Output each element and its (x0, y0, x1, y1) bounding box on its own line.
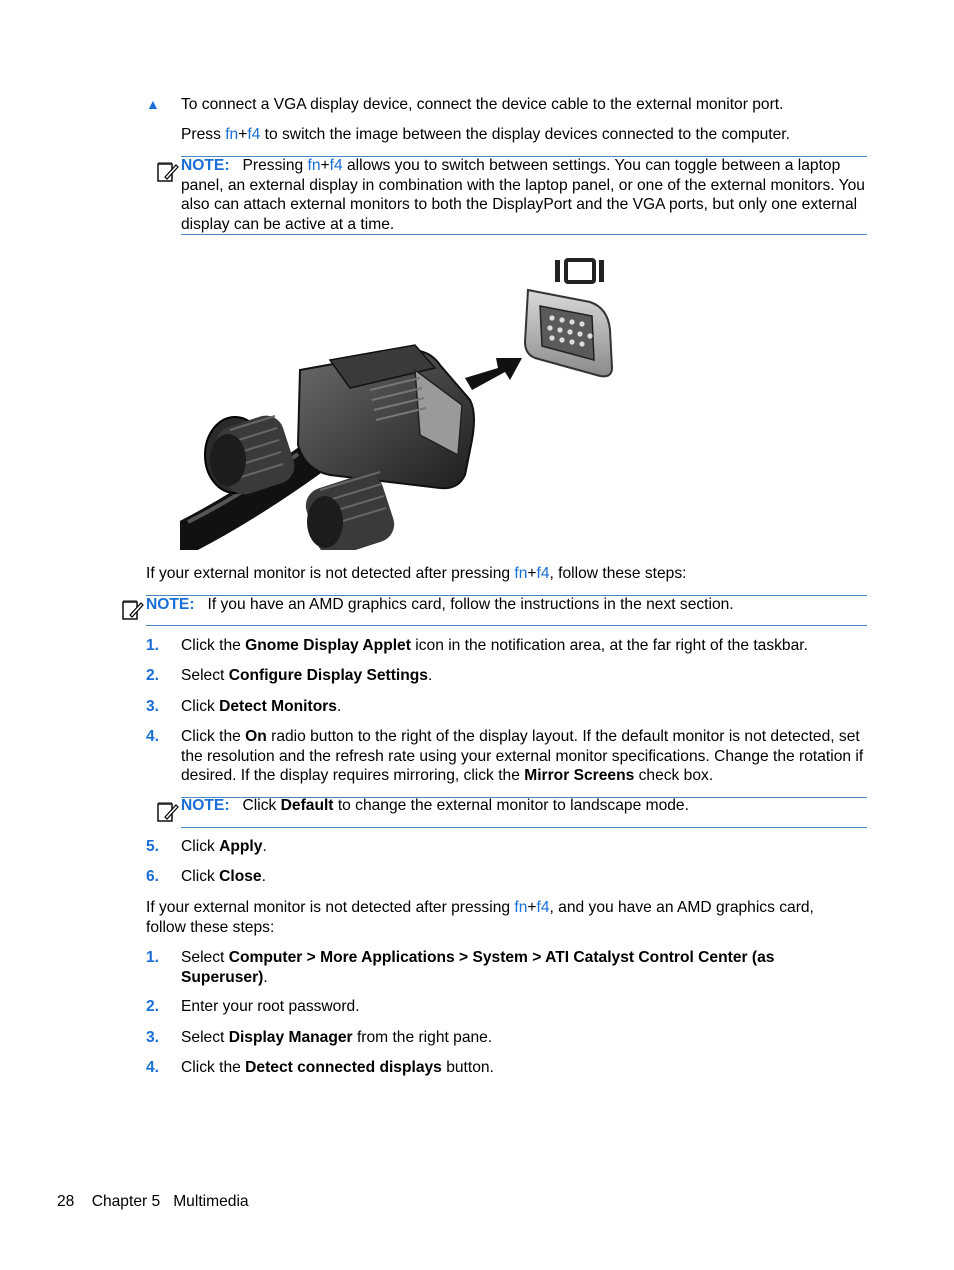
step-text (181, 697, 341, 717)
intro2-post: , and you have an AMD graphics card, follow these steps: (146, 899, 814, 936)
step-text-c: . (261, 868, 266, 885)
note-pad-icon (156, 800, 180, 824)
step-number: 4. (146, 1059, 160, 1076)
footer-chapter: Chapter 5 (91, 1193, 161, 1210)
step-text-c: radio button to the right of the display layout. If the default monitor is not detected, set the resolution and the refresh rate using your external monitor specifications. Change the rotation if desired. If the display requires mirroring, click the (181, 728, 864, 784)
note3-text (181, 796, 689, 816)
step-text-bold: Close (219, 868, 262, 885)
step-text-a: Select (181, 949, 229, 966)
step-text-bold: Apply (219, 838, 263, 855)
step-text-c: . (427, 667, 433, 684)
intro2-key-fn: fn (514, 899, 528, 916)
step-text-a: Select (181, 1029, 229, 1046)
note3-label: NOTE: (181, 797, 230, 814)
bullet-triangle-icon: ▲ (146, 96, 160, 112)
step-text-a: Click the (181, 728, 246, 745)
step-number: 3. (146, 1029, 160, 1046)
press-instruction (181, 125, 790, 145)
vga-illustration (180, 250, 620, 550)
step-text (181, 1058, 494, 1078)
step-text-a: Click the (181, 1059, 246, 1076)
note1-label: NOTE: (181, 157, 230, 174)
bullet-text: To connect a VGA display device, connect the device cable to the external monitor port. (181, 96, 784, 113)
plus-sign: + (238, 126, 248, 143)
step-text-a: Select (181, 667, 229, 684)
intro1-text (146, 564, 686, 584)
press-suffix: to switch the image between the display devices connected to the computer. (260, 126, 790, 143)
step-text (181, 636, 808, 656)
step-text-c: . (262, 838, 267, 855)
intro1-post: , follow these steps: (549, 565, 687, 582)
intro1-key-fn: fn (514, 565, 528, 582)
vga-port (525, 290, 612, 376)
note2-text (146, 595, 734, 615)
step-text (181, 1028, 492, 1048)
note1-text (181, 156, 871, 234)
step-number: 2. (146, 998, 160, 1015)
note1-bottom-rule (181, 234, 867, 235)
step-number: 1. (146, 949, 160, 966)
intro2-key-f4: f4 (536, 899, 550, 916)
step-text (181, 948, 821, 987)
vga-port-icon (555, 260, 604, 282)
step-text-a: Click (181, 838, 220, 855)
step-number: 5. (146, 838, 160, 855)
intro1-key-f4: f4 (536, 565, 550, 582)
step-text-e: check box. (634, 767, 714, 784)
key-f4: f4 (247, 126, 261, 143)
step-text (181, 997, 360, 1017)
intro1-plus: + (527, 565, 537, 582)
step-text-c: icon in the notification area, at the far right of the taskbar. (410, 637, 808, 654)
step-text (181, 867, 266, 887)
note2-bottom-rule (146, 625, 867, 626)
step-text-bold: Gnome Display Applet (245, 637, 411, 654)
step-text-c: button. (441, 1059, 494, 1076)
step-text-a: Click the (181, 637, 246, 654)
note1-key-fn: fn (307, 157, 321, 174)
note1-pre: Pressing (242, 157, 308, 174)
step-text-c: from the right pane. (352, 1029, 493, 1046)
step-number: 4. (146, 728, 160, 745)
step-number: 3. (146, 698, 160, 715)
intro1-pre: If your external monitor is not detected after pressing (146, 565, 515, 582)
note3-bottom-rule (181, 827, 867, 828)
note3-pre: Click (242, 797, 281, 814)
note1-plus: + (320, 157, 330, 174)
step-number: 6. (146, 868, 160, 885)
intro2-text (146, 898, 846, 937)
note3-post: to change the external monitor to landscape mode. (333, 797, 689, 814)
step-text-bold: Computer > More Applications > System > ATI Catalyst Control Center (as Superuser) (181, 949, 775, 986)
note2-body: If you have an AMD graphics card, follow the instructions in the next section. (207, 596, 734, 613)
press-prefix: Press (181, 126, 226, 143)
step-text-a: Click (181, 698, 220, 715)
page-footer (57, 1192, 249, 1212)
insert-arrow (465, 358, 522, 390)
step-text-bold: Detect connected displays (245, 1059, 442, 1076)
note2-label: NOTE: (146, 596, 195, 613)
step-text-bold: Detect Monitors (219, 698, 337, 715)
key-fn: fn (225, 126, 239, 143)
step-text-c: . (336, 698, 342, 715)
intro2-plus: + (527, 899, 537, 916)
step-text (181, 666, 432, 686)
note-pad-icon (156, 160, 180, 184)
step-text-bold: Configure Display Settings (228, 667, 428, 684)
step-text-bold2: Mirror Screens (524, 767, 635, 784)
note1-key-f4: f4 (329, 157, 343, 174)
step-text-bold: On (245, 728, 267, 745)
step-text-bold: Display Manager (228, 1029, 353, 1046)
note3-bold: Default (280, 797, 334, 814)
intro2-pre: If your external monitor is not detected after pressing (146, 899, 515, 916)
page-number: 28 (57, 1193, 75, 1210)
step-text-a: Enter your root password. (181, 998, 360, 1015)
step-number: 2. (146, 667, 160, 684)
step-number: 1. (146, 637, 160, 654)
step-text-c: . (263, 968, 268, 986)
note1-rest: allows you to switch between settings. You can toggle between a laptop panel, an external display in combination with the laptop panel, or one of the external monitors. You also can attach external monitors to both the DisplayPort and the VGA ports, but only one external display can be active at a time. (181, 157, 865, 233)
step-text (181, 837, 267, 857)
step-text (181, 727, 871, 786)
step-text-a: Click (181, 868, 220, 885)
footer-section: Multimedia (173, 1193, 249, 1210)
note-pad-icon (121, 598, 145, 622)
